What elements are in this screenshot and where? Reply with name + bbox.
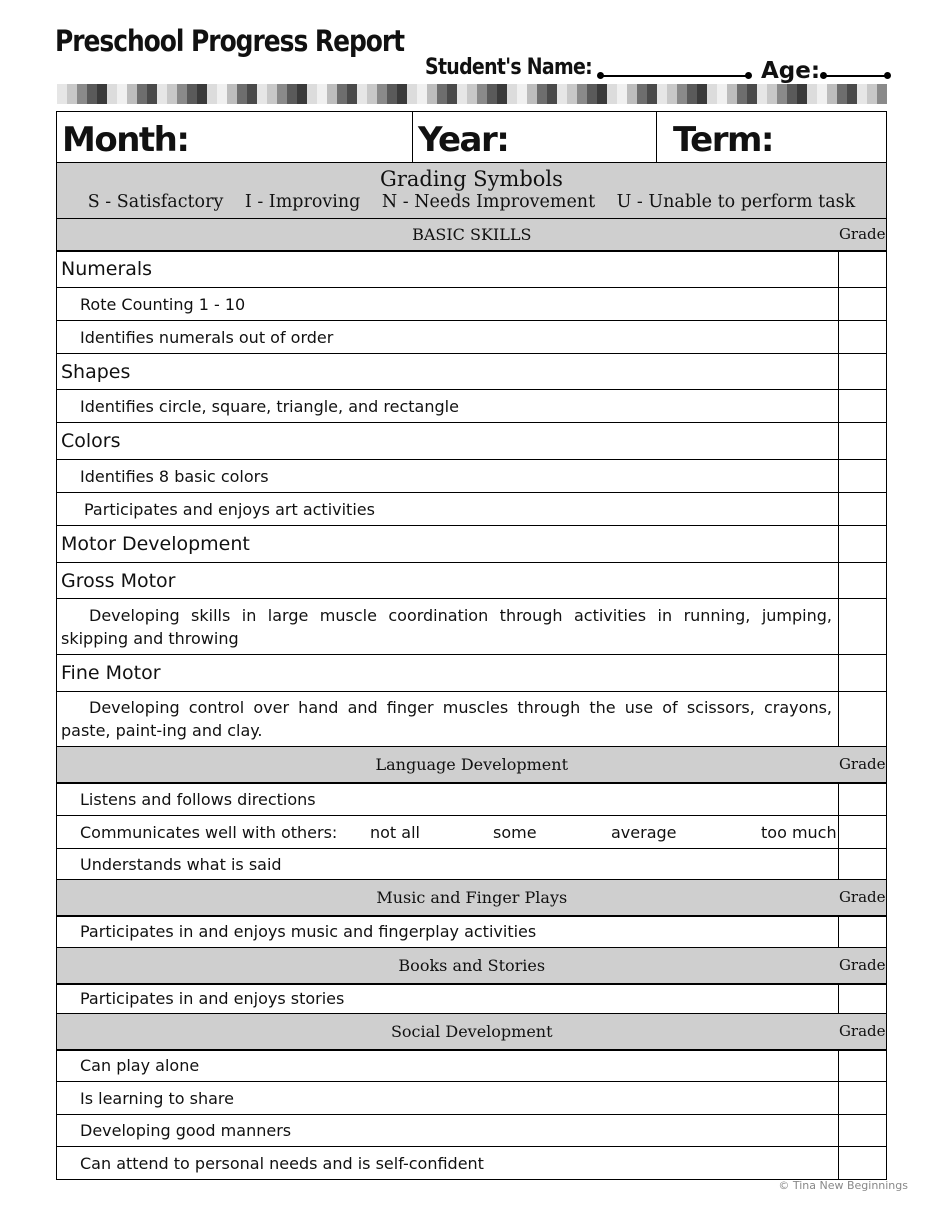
strip-segment — [387, 84, 397, 104]
grade-cell[interactable] — [839, 526, 887, 563]
strip-segment — [847, 84, 857, 104]
skill-item: Participates in and enjoys music and fingerplay activities — [57, 916, 839, 948]
age-line-end — [884, 72, 891, 79]
strip-segment — [187, 84, 197, 104]
table-row — [57, 1115, 887, 1147]
year-label: Year: — [418, 120, 509, 160]
strip-segment — [127, 84, 137, 104]
strip-segment — [177, 84, 187, 104]
strip-segment — [217, 84, 227, 104]
symbol-needs-improvement: N - Needs Improvement — [381, 192, 596, 212]
strip-segment — [77, 84, 87, 104]
strip-segment — [777, 84, 787, 104]
strip-segment — [787, 84, 797, 104]
skill-item: Rote Counting 1 - 10 — [57, 288, 839, 321]
strip-segment — [317, 84, 327, 104]
grade-cell[interactable] — [839, 1082, 887, 1115]
strip-segment — [667, 84, 677, 104]
strip-segment — [697, 84, 707, 104]
grade-cell[interactable] — [839, 816, 887, 849]
grade-column-label: Grade — [839, 1014, 887, 1050]
grade-column-label: Grade — [839, 880, 887, 916]
strip-segment — [647, 84, 657, 104]
strip-segment — [227, 84, 237, 104]
strip-segment — [867, 84, 877, 104]
strip-segment — [267, 84, 277, 104]
strip-segment — [437, 84, 447, 104]
strip-segment — [467, 84, 477, 104]
strip-segment — [527, 84, 537, 104]
section-title: Music and Finger Plays — [57, 880, 839, 916]
strip-segment — [487, 84, 497, 104]
table-row — [57, 354, 887, 390]
strip-segment — [367, 84, 377, 104]
strip-segment — [747, 84, 757, 104]
student-name-line[interactable] — [600, 75, 748, 77]
strip-segment — [337, 84, 347, 104]
option-average[interactable]: average — [611, 822, 677, 842]
strip-segment — [457, 84, 467, 104]
skill-item: Developing control over hand and finger muscles through the use of scissors, crayons, paste, paint-ing and clay. — [57, 692, 839, 747]
table-row — [57, 849, 887, 880]
table-row — [57, 288, 887, 321]
grade-cell[interactable] — [839, 321, 887, 354]
strip-segment — [407, 84, 417, 104]
strip-segment — [327, 84, 337, 104]
grading-symbols-legend — [56, 162, 887, 218]
strip-segment — [277, 84, 287, 104]
grading-symbols-title: Grading Symbols — [380, 167, 563, 191]
strip-segment — [807, 84, 817, 104]
strip-segment — [167, 84, 177, 104]
grade-cell[interactable] — [839, 354, 887, 390]
grade-cell[interactable] — [839, 984, 887, 1014]
strip-segment — [87, 84, 97, 104]
strip-segment — [577, 84, 587, 104]
skill-item-communicates — [57, 816, 839, 849]
grade-column-label: Grade — [839, 948, 887, 984]
table-row — [57, 984, 887, 1014]
option-not-all[interactable]: not all — [370, 822, 420, 842]
table-row — [57, 1147, 887, 1180]
strip-segment — [877, 84, 887, 104]
grade-cell[interactable] — [839, 493, 887, 526]
symbol-improving: I - Improving — [244, 192, 361, 212]
table-row — [57, 563, 887, 599]
section-header-music — [57, 880, 887, 916]
strip-segment — [637, 84, 647, 104]
symbol-unable: U - Unable to perform task — [616, 192, 856, 212]
table-row — [57, 599, 887, 655]
report-form — [56, 111, 887, 1180]
strip-segment — [717, 84, 727, 104]
grade-cell[interactable] — [839, 692, 887, 747]
strip-segment — [357, 84, 367, 104]
table-row — [57, 816, 887, 849]
skill-item: Identifies circle, square, triangle, and rectangle — [57, 390, 839, 423]
strip-segment — [547, 84, 557, 104]
strip-segment — [607, 84, 617, 104]
strip-segment — [857, 84, 867, 104]
grade-cell[interactable] — [839, 563, 887, 599]
strip-segment — [477, 84, 487, 104]
strip-segment — [507, 84, 517, 104]
term-field[interactable] — [657, 112, 886, 162]
section-header-basic-skills — [57, 219, 887, 251]
strip-segment — [597, 84, 607, 104]
strip-segment — [567, 84, 577, 104]
strip-segment — [817, 84, 827, 104]
skill-item: Understands what is said — [57, 849, 839, 880]
term-label: Term: — [673, 120, 774, 160]
date-row — [56, 111, 887, 162]
grade-cell[interactable] — [839, 783, 887, 816]
strip-segment — [657, 84, 667, 104]
strip-segment — [707, 84, 717, 104]
strip-segment — [757, 84, 767, 104]
strip-segment — [137, 84, 147, 104]
student-name-line-end — [745, 72, 752, 79]
communicates-label: Communicates well with others: — [80, 822, 338, 842]
grade-cell[interactable] — [839, 849, 887, 880]
skill-item: Developing skills in large muscle coordination through activities in running, jumping, skipping and throwing — [57, 599, 839, 655]
strip-segment — [417, 84, 427, 104]
strip-segment — [57, 84, 67, 104]
table-row — [57, 460, 887, 493]
skill-item: Identifies numerals out of order — [57, 321, 839, 354]
skills-table — [56, 218, 887, 1180]
strip-segment — [67, 84, 77, 104]
age-line[interactable] — [823, 75, 887, 77]
strip-segment — [157, 84, 167, 104]
strip-segment — [727, 84, 737, 104]
strip-segment — [97, 84, 107, 104]
strip-segment — [247, 84, 257, 104]
strip-segment — [207, 84, 217, 104]
skill-item: Listens and follows directions — [57, 783, 839, 816]
grade-cell[interactable] — [839, 390, 887, 423]
strip-segment — [107, 84, 117, 104]
grade-cell[interactable] — [839, 1147, 887, 1180]
grade-cell[interactable] — [839, 1050, 887, 1082]
strip-segment — [297, 84, 307, 104]
table-row — [57, 783, 887, 816]
decorative-gray-strip — [57, 84, 887, 104]
section-header-books — [57, 948, 887, 984]
skill-item: Participates in and enjoys stories — [57, 984, 839, 1014]
table-row — [57, 916, 887, 948]
strip-segment — [427, 84, 437, 104]
strip-segment — [257, 84, 267, 104]
table-row — [57, 1082, 887, 1115]
page-title: Preschool Progress Report — [55, 24, 405, 58]
strip-segment — [537, 84, 547, 104]
grade-cell[interactable] — [839, 599, 887, 655]
section-header-social — [57, 1014, 887, 1050]
table-row — [57, 493, 887, 526]
table-row — [57, 1050, 887, 1082]
student-name-label: Student's Name: — [425, 55, 593, 80]
grade-cell[interactable] — [839, 1115, 887, 1147]
strip-segment — [767, 84, 777, 104]
option-too-much[interactable]: too much — [761, 822, 837, 842]
strip-segment — [147, 84, 157, 104]
category-gross-motor: Gross Motor — [57, 563, 839, 599]
grade-column-label: Grade — [839, 219, 887, 251]
category-motor-development: Motor Development — [57, 526, 839, 563]
age-label: Age: — [761, 58, 821, 84]
category-numerals: Numerals — [57, 251, 839, 288]
strip-segment — [627, 84, 637, 104]
strip-segment — [827, 84, 837, 104]
table-row — [57, 321, 887, 354]
copyright-credit: © Tina New Beginnings — [778, 1179, 908, 1192]
category-fine-motor: Fine Motor — [57, 655, 839, 692]
section-title: Social Development — [57, 1014, 839, 1050]
category-colors: Colors — [57, 423, 839, 460]
category-shapes: Shapes — [57, 354, 839, 390]
grade-cell[interactable] — [839, 423, 887, 460]
grade-cell[interactable] — [839, 251, 887, 288]
skill-item: Developing good manners — [57, 1115, 839, 1147]
grade-cell[interactable] — [839, 460, 887, 493]
skill-item: Can attend to personal needs and is self-confident — [57, 1147, 839, 1180]
table-row — [57, 655, 887, 692]
skill-item: Identifies 8 basic colors — [57, 460, 839, 493]
grade-column-label: Grade — [839, 747, 887, 783]
strip-segment — [837, 84, 847, 104]
grade-cell[interactable] — [839, 288, 887, 321]
strip-segment — [497, 84, 507, 104]
table-row — [57, 526, 887, 563]
table-row — [57, 251, 887, 288]
strip-segment — [617, 84, 627, 104]
symbol-satisfactory: S - Satisfactory — [87, 192, 224, 212]
strip-segment — [797, 84, 807, 104]
section-title: Language Development — [57, 747, 839, 783]
strip-segment — [197, 84, 207, 104]
grade-cell[interactable] — [839, 655, 887, 692]
strip-segment — [287, 84, 297, 104]
strip-segment — [237, 84, 247, 104]
strip-segment — [687, 84, 697, 104]
option-some[interactable]: some — [493, 822, 537, 842]
strip-segment — [347, 84, 357, 104]
year-field[interactable] — [413, 112, 657, 162]
table-row — [57, 423, 887, 460]
skill-item: Participates and enjoys art activities — [57, 493, 839, 526]
skill-item: Is learning to share — [57, 1082, 839, 1115]
strip-segment — [677, 84, 687, 104]
strip-segment — [377, 84, 387, 104]
section-header-language — [57, 747, 887, 783]
skill-item: Can play alone — [57, 1050, 839, 1082]
strip-segment — [117, 84, 127, 104]
strip-segment — [307, 84, 317, 104]
table-row — [57, 390, 887, 423]
section-title: Books and Stories — [57, 948, 839, 984]
strip-segment — [447, 84, 457, 104]
strip-segment — [397, 84, 407, 104]
table-row — [57, 692, 887, 747]
grade-cell[interactable] — [839, 916, 887, 948]
strip-segment — [737, 84, 747, 104]
section-title: BASIC SKILLS — [57, 219, 839, 251]
strip-segment — [587, 84, 597, 104]
month-field[interactable] — [57, 112, 413, 162]
strip-segment — [517, 84, 527, 104]
strip-segment — [557, 84, 567, 104]
month-label: Month: — [62, 120, 189, 160]
